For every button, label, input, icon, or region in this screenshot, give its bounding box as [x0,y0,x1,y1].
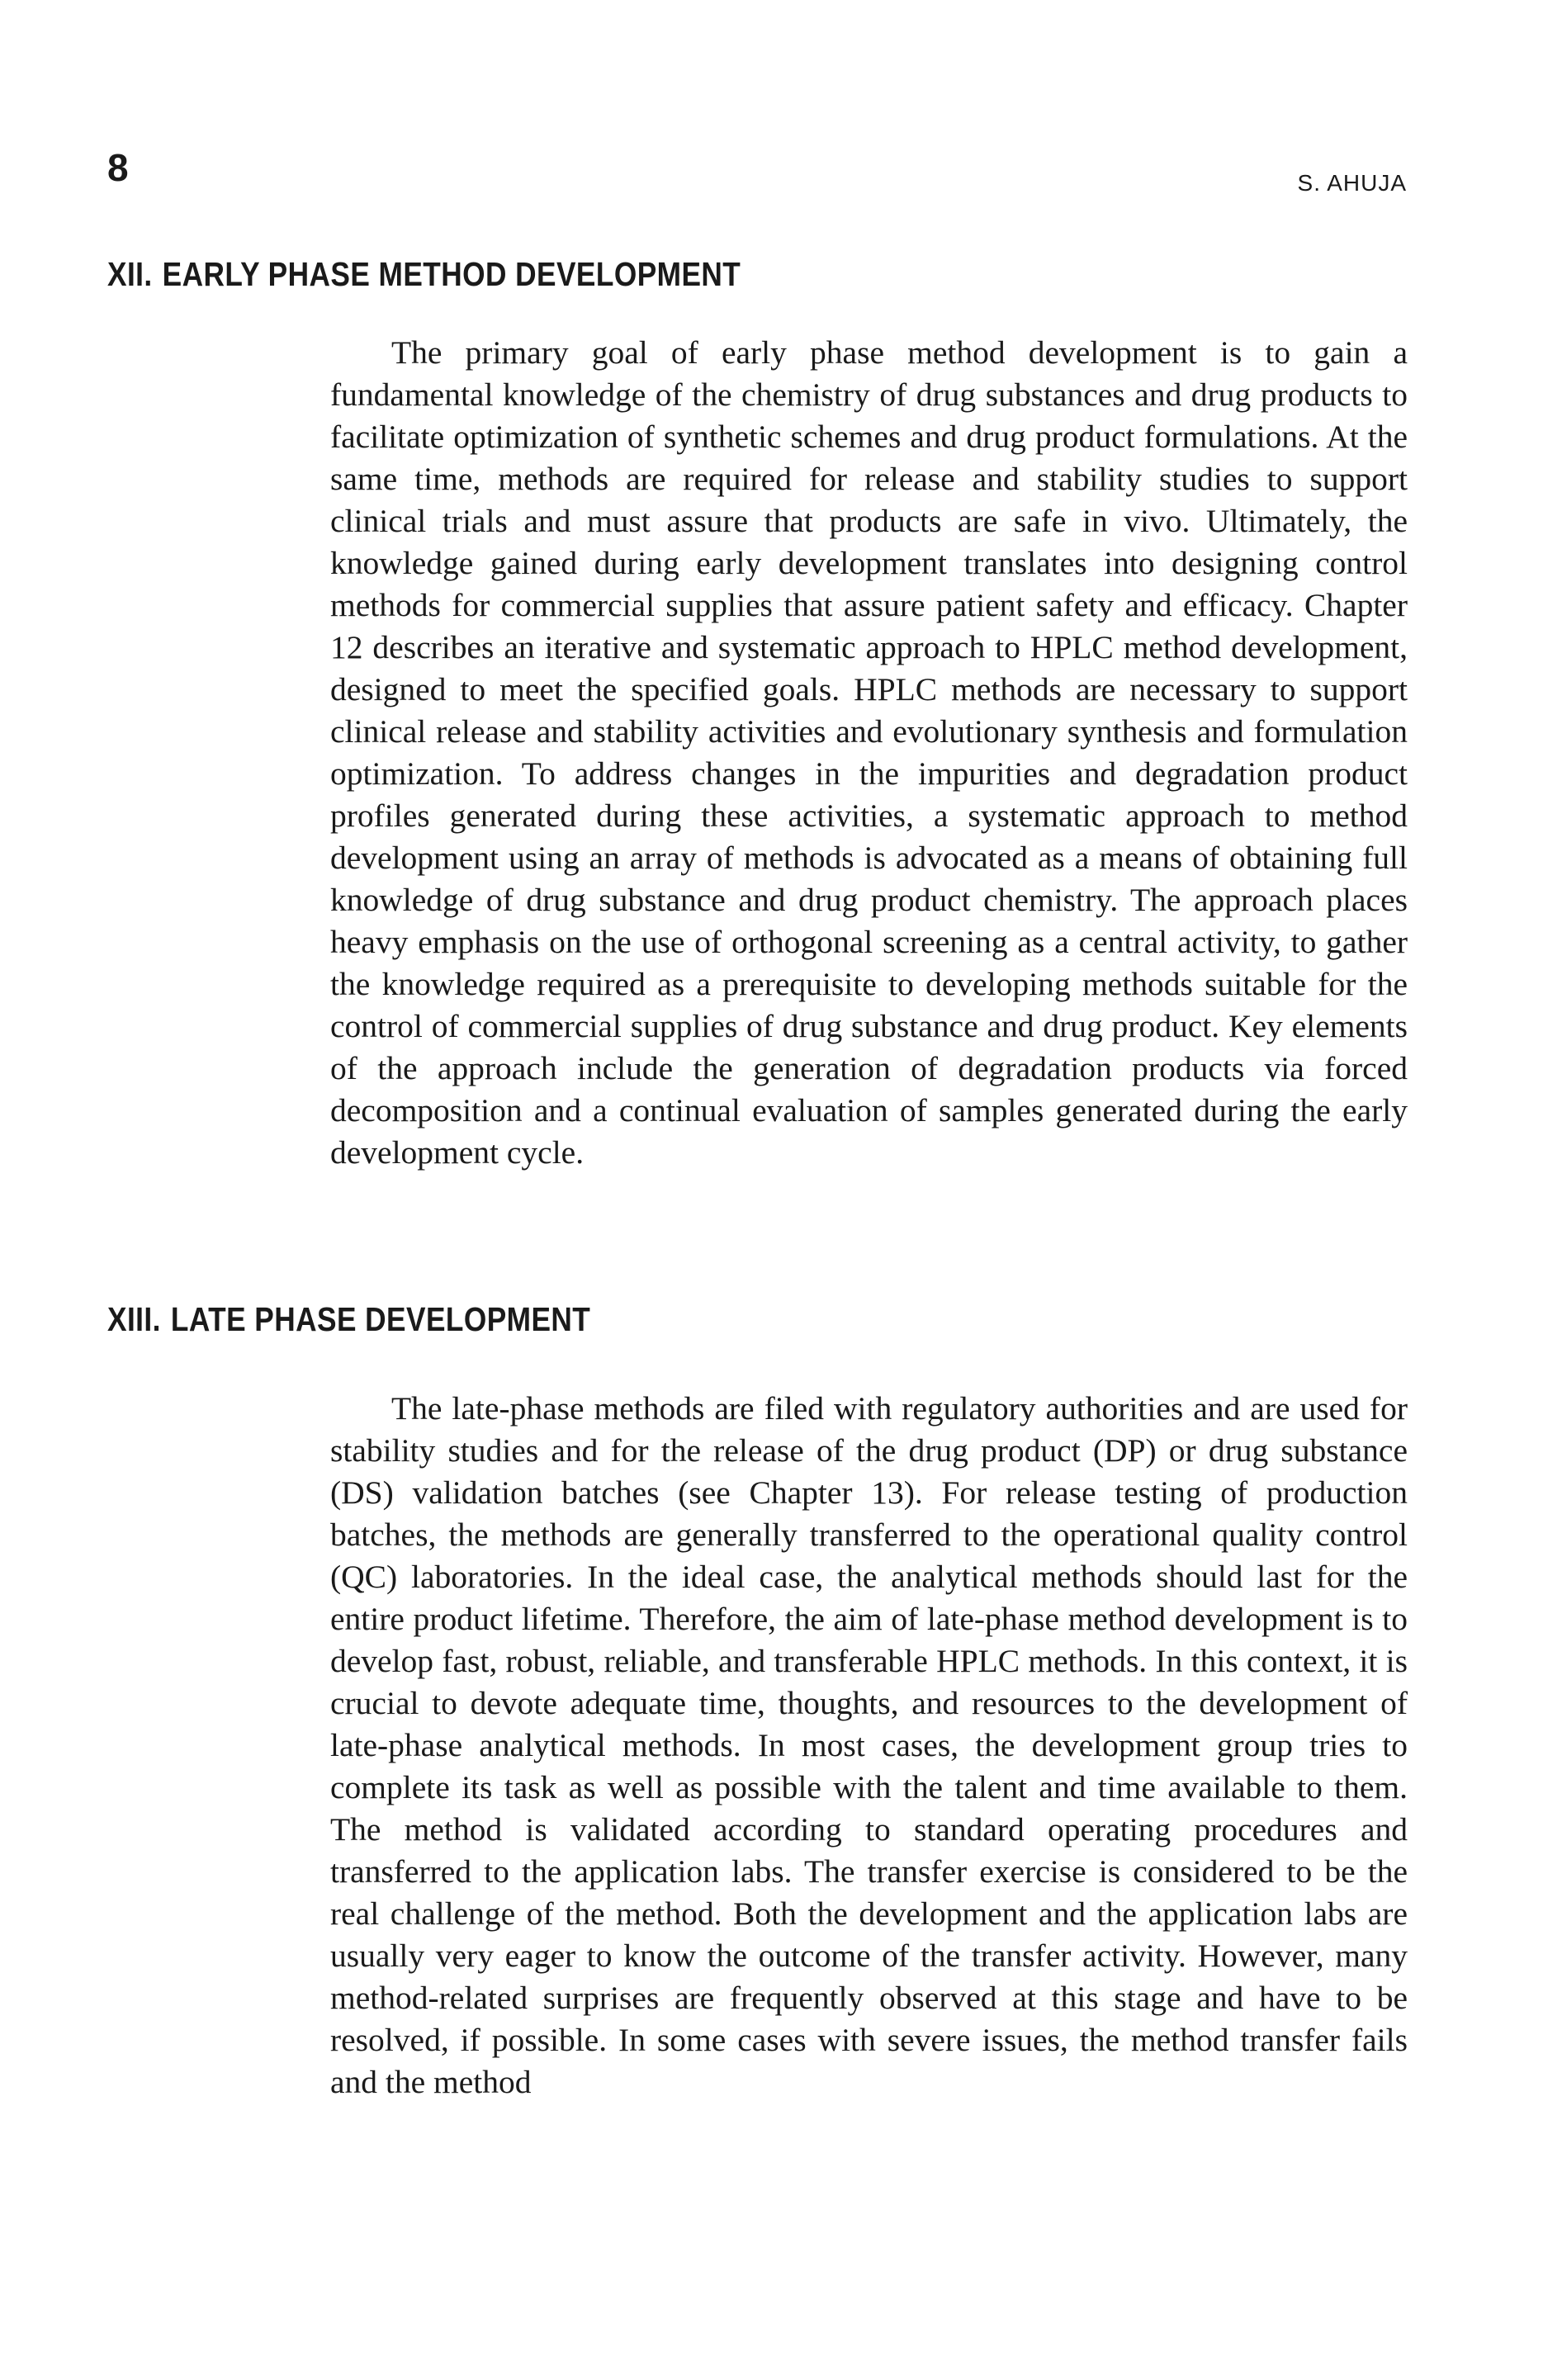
section-number: XIII. [107,1300,161,1338]
section-number: XII. [107,255,153,293]
section-body-late-phase: The late-phase methods are filed with regulatory authorities and are used for stability studies and for the release of the drug product (DP) or drug substance (DS) validation batches (see Chapter 13). For release testing of production batches, the methods are generally transferred to the operational quality control (QC) laboratories. In the ideal case, the analytical methods should last for the entire product lifetime. Therefore, the aim of late-phase method development is to develop fast, robust, reliable, and transferable HPLC methods. In this context, it is crucial to devote adequate time, thoughts, and resources to the development of late-phase analytical methods. In most cases, the development group tries to complete its task as well as possible with the talent and time available to them. The method is validated according to standard operating procedures and transferred to the application labs. The transfer exercise is considered to be the real challenge of the method. Both the development and the application labs are usually very eager to know the outcome of the transfer activity. However, many method-related surprises are frequently observed at this stage and have to be resolved, if possible. In some cases with severe issues, the method transfer fails and the method [330,1390,1408,2100]
running-head: S. AHUJA [1297,170,1407,196]
section-title: LATE PHASE DEVELOPMENT [170,1300,591,1338]
section-body-early-phase: The primary goal of early phase method development is to gain a fundamental knowledge of the chemistry of drug substances and drug products to facilitate optimization of synthetic schemes and drug product formulations. At the same time, methods are required for release and stability studies to support clinical trials and must assure that products are safe in vivo. Ultimately, the knowledge gained during early development translates into designing control methods for commercial supplies that assure patient safety and efficacy. Chapter 12 describes an iterative and systematic approach to HPLC method development, designed to meet the specified goals. HPLC methods are necessary to support clinical release and stability activities and evolutionary synthesis and formulation optimization. To address changes in the impurities and degradation product profiles generated during these activities, a systematic approach to method development using an array of methods is advocated as a means of obtaining full knowledge of drug substance and drug product chemistry. The approach places heavy emphasis on the use of orthogonal screening as a central activity, to gather the knowledge required as a prerequisite to developing methods suitable for the control of commercial supplies of drug substance and drug product. Key elements of the approach include the generation of degradation products via forced decomposition and a continual evaluation of samples generated during the early development cycle. [330,334,1408,1171]
section-heading-late-phase [107,1300,591,1338]
section-heading-early-phase [107,255,741,293]
section-title: EARLY PHASE METHOD DEVELOPMENT [162,255,741,293]
page-number: 8 [107,146,129,189]
